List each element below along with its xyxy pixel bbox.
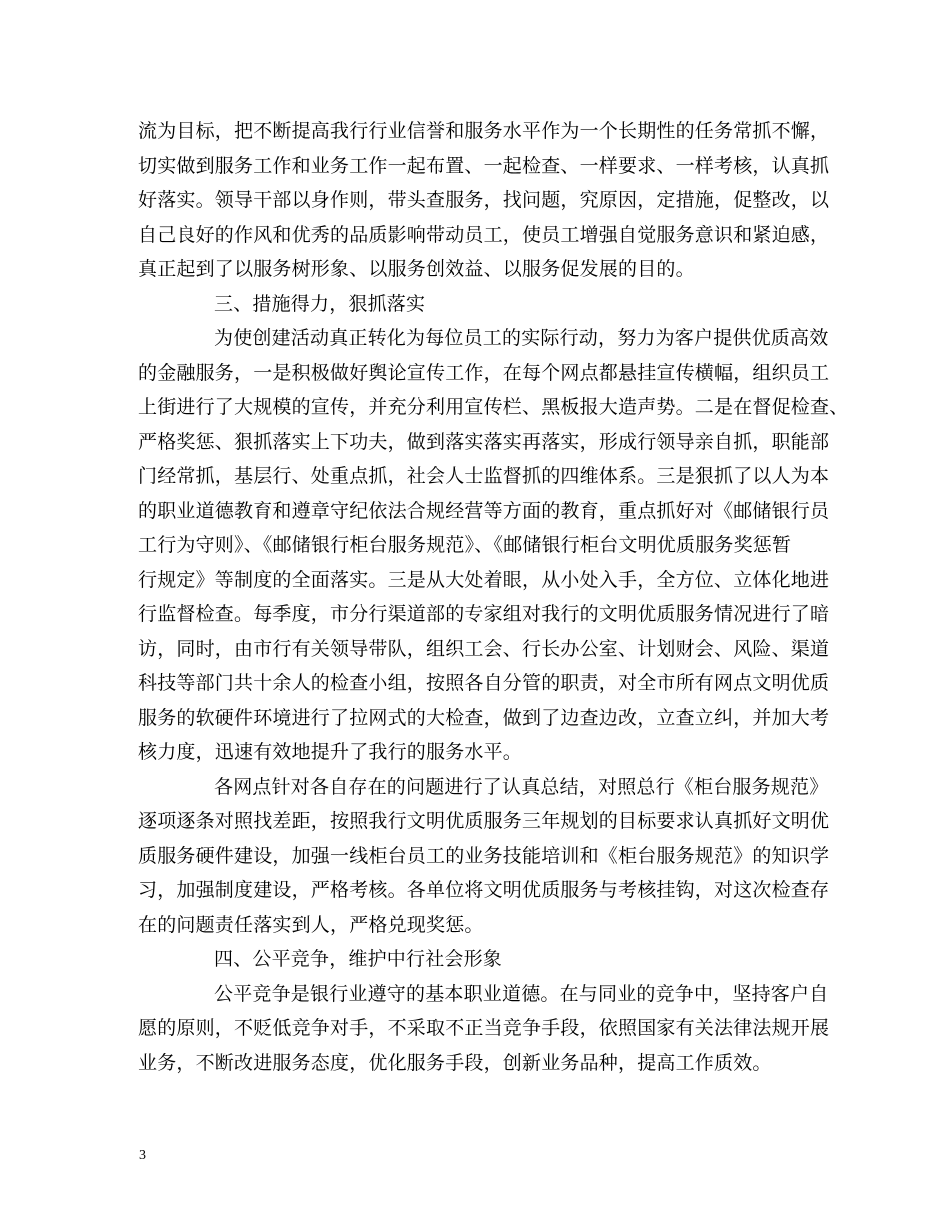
body-line: 核力度，迅速有效地提升了我行的服务水平。: [138, 741, 523, 763]
paragraph-start: 为使创建活动真正转化为每位员工的实际行动，努力为客户提供优质高效: [214, 327, 829, 349]
body-line: 流为目标，把不断提高我行行业信誉和服务水平作为一个长期性的任务常抓不懈，: [138, 120, 830, 142]
body-line: 愿的原则，不贬低竞争对手，不采取不正当竞争手段，依照国家有关法律法规开展: [138, 1017, 830, 1039]
body-line: 业务，不断改进服务态度，优化服务手段，创新业务品种，提高工作质效。: [138, 1051, 772, 1074]
body-line: 行监督检查。每季度，市分行渠道部的专家组对我行的文明优质服务情况进行了暗: [138, 603, 830, 625]
body-line: 服务的软硬件环境进行了拉网式的大检查，做到了边查边改，立查立纠，并加大考: [138, 706, 830, 729]
body-line: 访，同时，由市行有关领导带队，组织工会、行长办公室、计划财会、风险、渠道: [138, 637, 830, 660]
body-line: 好落实。领导干部以身作则，带头查服务，找问题，究原因，定措施，促整改，以: [138, 189, 830, 211]
body-line: 习，加强制度建设，严格考核。各单位将文明优质服务与考核挂钩，对这次检查存: [138, 879, 830, 901]
body-line: 上街进行了大规模的宣传，并充分利用宣传栏、黑板报大造声势。二是在督促检查、: [138, 396, 849, 418]
body-line: 真正起到了以服务树形象、以服务创效益、以服务促发展的目的。: [138, 258, 695, 280]
document-body: [138, 114, 849, 1080]
body-line: 行规定》等制度的全面落实。三是从大处着眼，从小处入手，全方位、立体化地进: [138, 568, 830, 591]
body-line: 切实做到服务工作和业务工作一起布置、一起检查、一样要求、一样考核，认真抓: [138, 154, 830, 177]
body-line: 逐项逐条对照找差距，按照我行文明优质服务三年规划的目标要求认真抓好文明优: [138, 810, 830, 832]
body-line: 门经常抓，基层行、处重点抓，社会人士监督抓的四维体系。三是狠抓了以人为本: [138, 465, 830, 487]
body-line: 的职业道德教育和遵章守纪依法合规经营等方面的教育，重点抓好对《邮储银行员: [138, 499, 830, 522]
page-number: 3: [139, 1148, 146, 1163]
body-line: 科技等部门共十余人的检查小组，按照各自分管的职责，对全市所有网点文明优质: [138, 672, 830, 694]
body-line: 严格奖惩、狠抓落实上下功夫，做到落实落实再落实，形成行领导亲自抓，职能部: [138, 430, 830, 453]
paragraph-start: 各网点针对各自存在的问题进行了认真总结，对照总行《柜台服务规范》: [214, 775, 829, 798]
body-line: 在的问题责任落实到人，严格兑现奖惩。: [138, 913, 484, 936]
paragraph-start: 公平竞争是银行业遵守的基本职业道德。在与同业的竞争中，坚持客户自: [214, 982, 829, 1005]
section-heading-3: 三、措施得力，狠抓落实: [214, 292, 426, 315]
body-line: 质服务硬件建设，加强一线柜台员工的业务技能培训和《柜台服务规范》的知识学: [138, 844, 830, 867]
body-line: 自己良好的作风和优秀的品质影响带动员工，使员工增强自觉服务意识和紧迫感，: [138, 223, 830, 246]
body-line: 工行为守则》、《邮储银行柜台服务规范》、《邮储银行柜台文明优质服务奖惩暂: [138, 534, 792, 556]
section-heading-4: 四、公平竞争，维护中行社会形象: [214, 948, 503, 970]
body-line: 的金融服务，一是积极做好舆论宣传工作，在每个网点都悬挂宣传横幅，组织员工: [138, 361, 830, 384]
